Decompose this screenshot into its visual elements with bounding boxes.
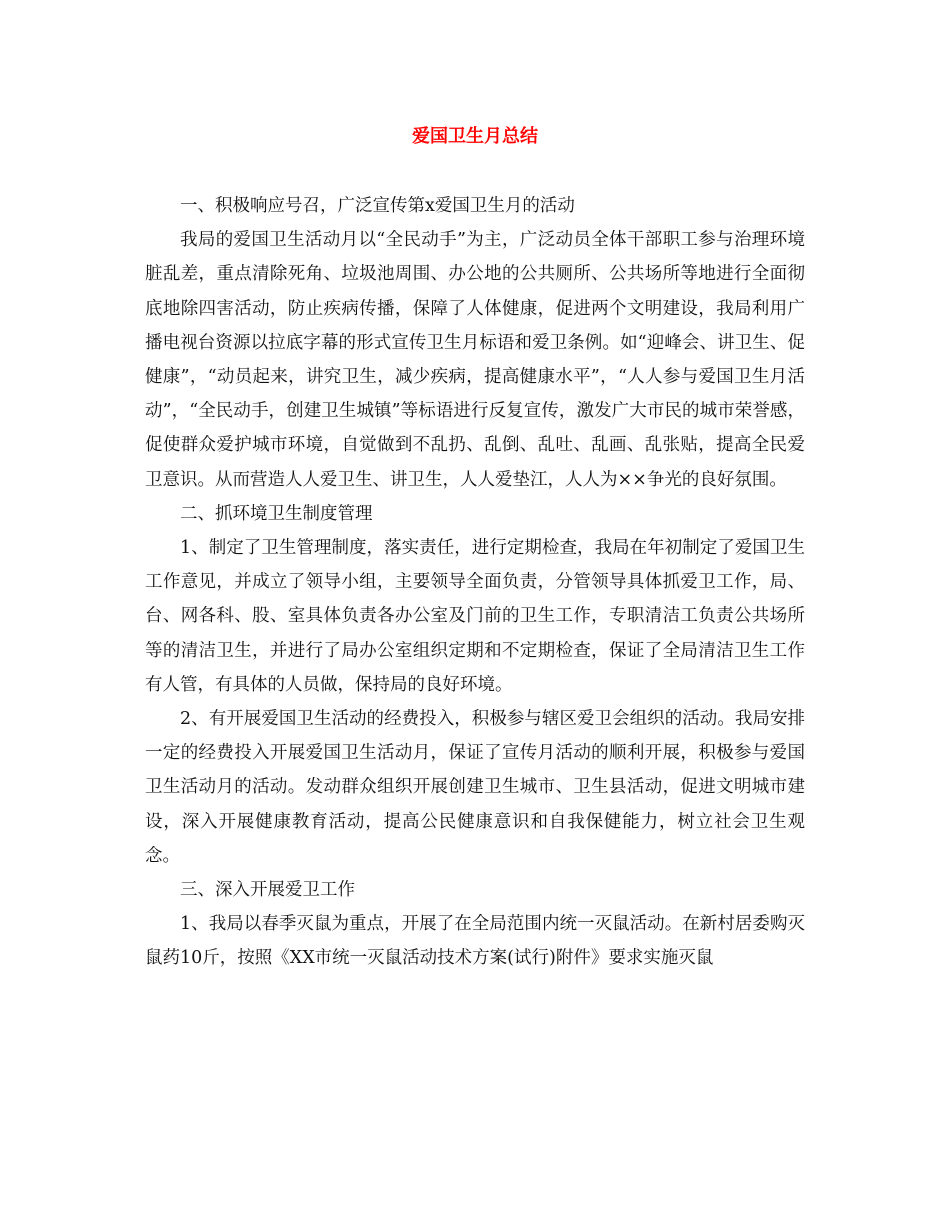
paragraph: 2、有开展爱国卫生活动的经费投入，积极参与辖区爱卫会组织的活动。我局安排一定的经费投入开展爱国卫生活动月，保证了宣传月活动的顺利开展，积极参与爱国卫生活动月的活动。发动群众组织开展创建卫生城市、卫生县活动，促进文明城市建设，深入开展健康教育活动，提高公民健康意识和自我保健能力，树立社会卫生观念。 bbox=[145, 709, 805, 866]
section-heading-3: 三、深入开展爱卫工作 bbox=[180, 880, 355, 901]
section-heading-2: 二、抓环境卫生制度管理 bbox=[180, 503, 373, 524]
paragraph: 1、制定了卫生管理制度，落实责任，进行定期检查，我局在年初制定了爱国卫生工作意见，并成立了领导小组，主要领导全面负责，分管领导具体抓爱卫工作，局、台、网各科、股、室具体负责各办公室及门前的卫生工作，专职清洁工负责公共场所等的清洁卫生，并进行了局办公室组织定期和不定期检查，保证了全局清洁卫生工作有人管，有具体的人员做，保持局的良好环境。 bbox=[145, 538, 805, 695]
document-title: 爱国卫生月总结 bbox=[412, 126, 538, 147]
document-body bbox=[145, 189, 805, 976]
paragraph: 1、我局以春季灭鼠为重点，开展了在全局范围内统一灭鼠活动。在新村居委购灭鼠药10斤，按照《XX市统一灭鼠活动技术方案(试行)附件》要求实施灭鼠 bbox=[145, 914, 805, 969]
paragraph: 我局的爱国卫生活动月以“全民动手”为主，广泛动员全体干部职工参与治理环境脏乱差，重点清除死角、垃圾池周围、办公地的公共厕所、公共场所等地进行全面彻底地除四害活动，防止疾病传播，保障了人体健康，促进两个文明建设，我局利用广播电视台资源以拉底字幕的形式宣传卫生月标语和爱卫条例。如“迎峰会、讲卫生、促健康”，“动员起来，讲究卫生，减少疾病，提高健康水平”，“人人参与爱国卫生月活动”，“全民动手，创建卫生城镇”等标语进行反复宣传，激发广大市民的城市荣誉感，促使群众爱护城市环境，自觉做到不乱扔、乱倒、乱吐、乱画、乱张贴，提高全民爱卫意识。从而营造人人爱卫生、讲卫生，人人爱垫江，人人为××争光的良好氛围。 bbox=[145, 230, 805, 490]
section-heading-1: 一、积极响应号召，广泛宣传第x爱国卫生月的活动 bbox=[180, 196, 575, 216]
